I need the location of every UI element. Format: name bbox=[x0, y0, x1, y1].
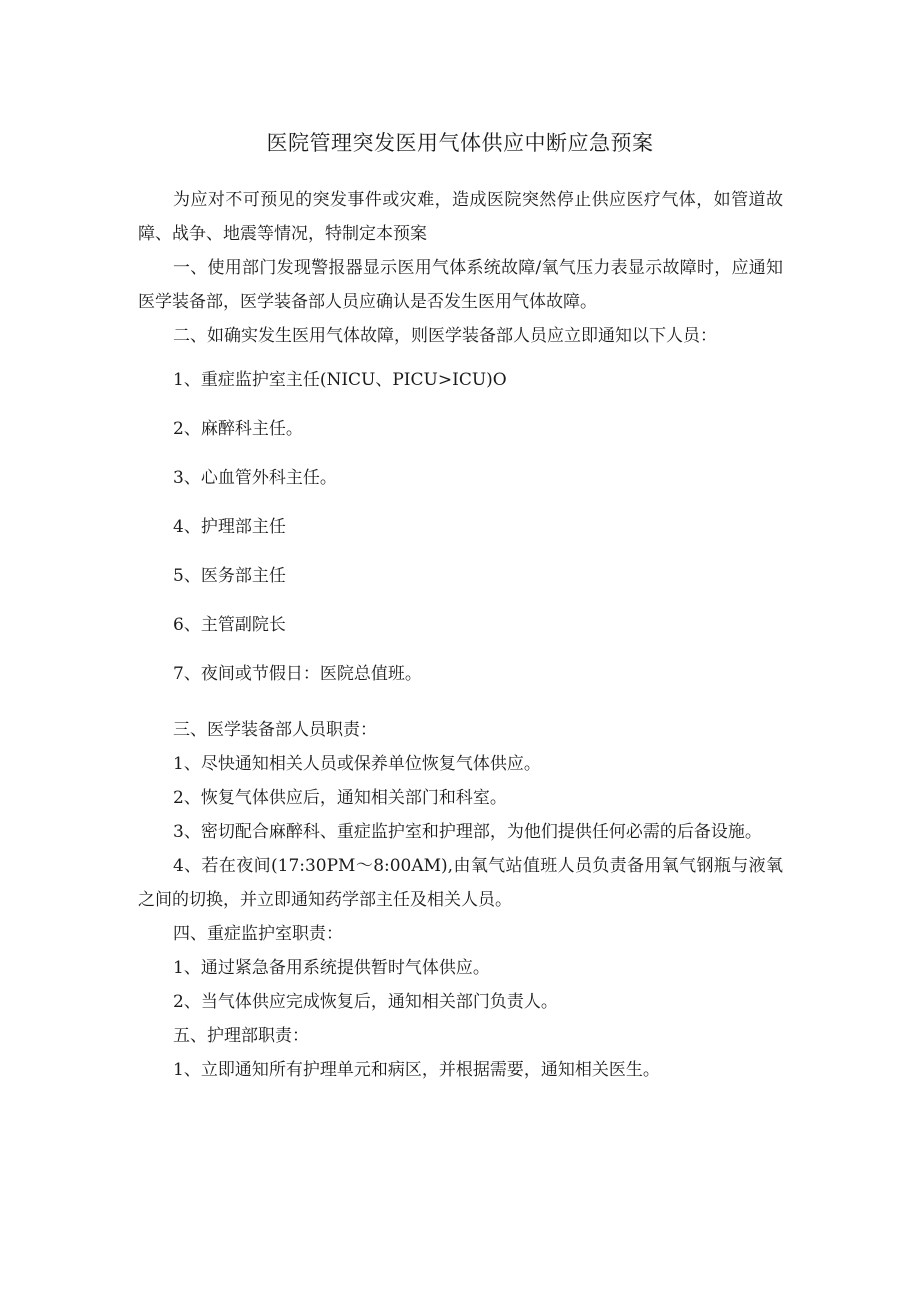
section-3-heading: 三、医学装备部人员职责： bbox=[173, 720, 377, 740]
section-4-heading: 四、重症监护室职责： bbox=[173, 924, 343, 944]
document-title: 医院管理突发医用气体供应中断应急预案 bbox=[266, 131, 654, 155]
icu-duty-1: 1、通过紧急备用系统提供暂时气体供应。 bbox=[173, 958, 490, 978]
notify-item-3: 3、心血管外科主任。 bbox=[173, 468, 337, 488]
notify-item-2: 2、麻醉科主任。 bbox=[173, 419, 303, 439]
notify-item-5: 5、医务部主任 bbox=[173, 566, 286, 586]
document-body bbox=[138, 183, 783, 1087]
notify-item-6: 6、主管副院长 bbox=[173, 615, 286, 635]
intro-paragraph: 为应对不可预见的突发事件或灾难，造成医院突然停止供应医疗气体，如管道故障、战争、地震等情况，特制定本预案 bbox=[138, 190, 783, 244]
section-2-heading: 二、如确实发生医用气体故障，则医学装备部人员应立即通知以下人员： bbox=[173, 326, 717, 346]
notify-item-4: 4、护理部主任 bbox=[173, 517, 286, 537]
equipment-duty-1: 1、尽快通知相关人员或保养单位恢复气体供应。 bbox=[173, 754, 541, 774]
icu-duty-2: 2、当气体供应完成恢复后，通知相关部门负责人。 bbox=[173, 992, 558, 1012]
equipment-duty-4: 4、若在夜间(17:30PM～8:00AM),由氧气站值班人员负责备用氧气钢瓶与液氧之间的切换，并立即通知药学部主任及相关人员。 bbox=[138, 856, 783, 910]
equipment-duty-3: 3、密切配合麻醉科、重症监护室和护理部，为他们提供任何必需的后备设施。 bbox=[173, 822, 762, 842]
section-5-heading: 五、护理部职责： bbox=[173, 1026, 309, 1046]
notify-item-1: 1、重症监护室主任(NICU、PICU>ICU)O bbox=[173, 370, 507, 390]
nursing-duty-1: 1、立即通知所有护理单元和病区，并根据需要，通知相关医生。 bbox=[173, 1060, 660, 1080]
notify-item-7: 7、夜间或节假日：医院总值班。 bbox=[173, 664, 422, 684]
section-1-paragraph: 一、使用部门发现警报器显示医用气体系统故障/氧气压力表显示故障时，应通知医学装备部，医学装备部人员应确认是否发生医用气体故障。 bbox=[138, 258, 783, 312]
equipment-duty-2: 2、恢复气体供应后，通知相关部门和科室。 bbox=[173, 788, 507, 808]
